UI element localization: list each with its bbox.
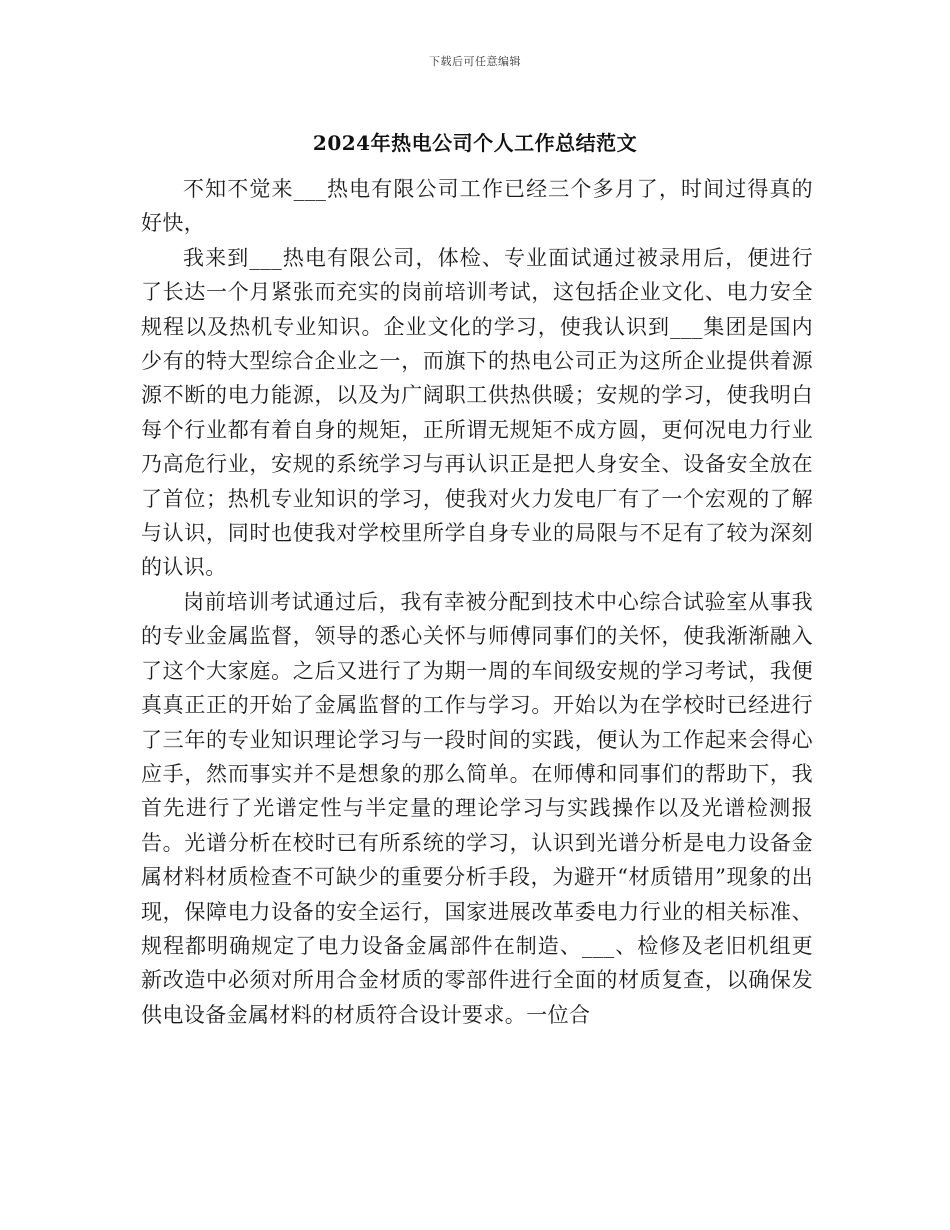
- header-note: 下载后可任意编辑: [429, 55, 521, 68]
- paragraph: 不知不觉来___热电有限公司工作已经三个多月了，时间过得真的好快，: [141, 177, 813, 236]
- document-title: 2024年热电公司个人工作总结范文: [312, 131, 638, 155]
- paragraph: 我来到___热电有限公司，体检、专业面试通过被录用后，便进行了长达一个月紧张而充实的岗前培训考试，这包括企业文化、电力安全规程以及热机专业知识。企业文化的学习，使我认识到___集团是国内少有的特大型综合企业之一，而旗下的热电公司正为这所企业提供着源源不断的电力能源，以及为广阔职工供热供暖；安规的学习，使我明白每个行业都有着自身的规矩，正所谓无规矩不成方圆，更何况电力行业乃高危行业，安规的系统学习与再认识正是把人身安全、设备安全放在了首位；热机专业知识的学习，使我对火力发电厂有了一个宏观的了解与认识，同时也使我对学校里所学自身专业的局限与不足有了较为深刻的认识。: [141, 245, 813, 580]
- paragraph: 岗前培训考试通过后，我有幸被分配到技术中心综合试验室从事我的专业金属监督，领导的悉心关怀与师傅同事们的关怀，使我渐渐融入了这个大家庭。之后又进行了为期一周的车间级安规的学习考试，我便真真正正的开始了金属监督的工作与学习。开始以为在学校时已经进行了三年的专业知识理论学习与一段时间的实践，便认为工作起来会得心应手，然而事实并不是想象的那么简单。在师傅和同事们的帮助下，我首先进行了光谱定性与半定量的理论学习与实践操作以及光谱检测报告。光谱分析在校时已有所系统的学习，认识到光谱分析是电力设备金属材料材质检查不可缺少的重要分析手段，为避开“材质错用”现象的出现，保障电力设备的安全运行，国家进展改革委电力行业的相关标准、规程都明确规定了电力设备金属部件在制造、___、检修及老旧机组更新改造中必须对所用合金材质的零部件进行全面的材质复查，以确保发供电设备金属材料的材质符合设计要求。一位合: [141, 589, 813, 1027]
- document-body: [141, 172, 813, 1032]
